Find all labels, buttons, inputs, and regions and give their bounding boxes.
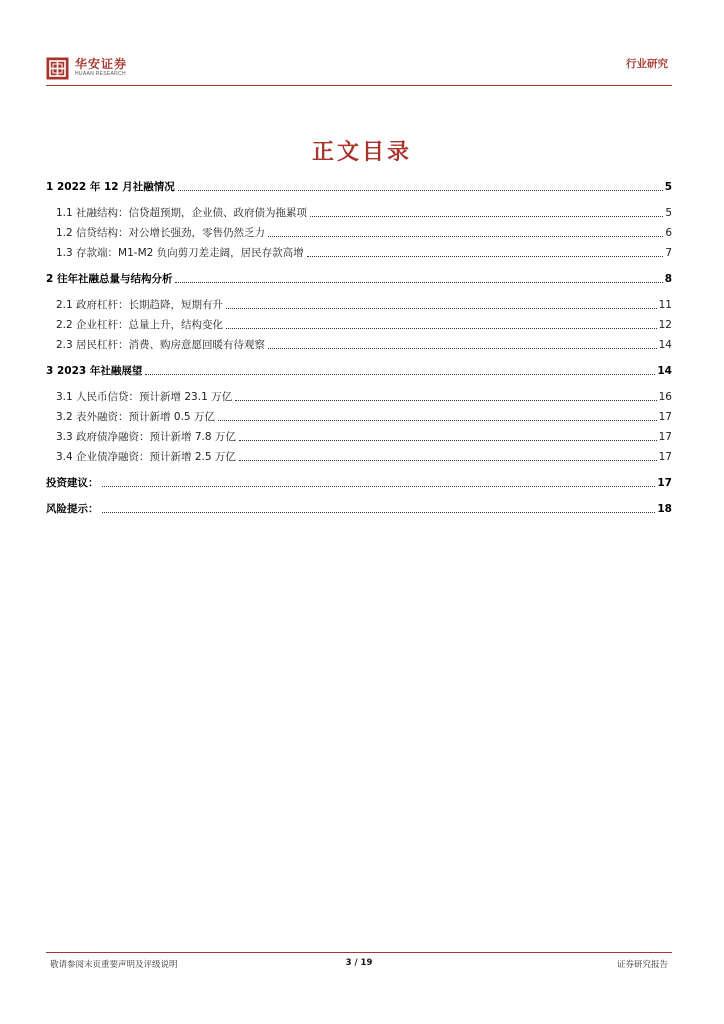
toc-entry-page: 5: [664, 181, 672, 193]
page-header: [46, 50, 672, 84]
toc-entry-page: 6: [665, 227, 672, 239]
toc-entry-title: 1.1 社融结构：信贷超预期，企业债、政府债为拖累项: [56, 207, 308, 219]
toc-leader-dots: [218, 420, 657, 421]
toc-leader-dots: [307, 256, 664, 257]
page-footer: [46, 958, 672, 972]
toc-entry-page: 11: [658, 299, 672, 311]
toc-entry-title: 1.2 信贷结构：对公增长强劲，零售仍然乏力: [56, 227, 266, 239]
toc-entry-1[interactable]: [46, 178, 672, 194]
toc-leader-dots: [239, 460, 657, 461]
toc-entry-page: 14: [657, 365, 672, 377]
toc-entry-3-2[interactable]: [46, 408, 672, 424]
toc-entry-1-1[interactable]: [46, 204, 672, 220]
toc-entry-risk-warning[interactable]: [46, 500, 672, 516]
toc-entry-title: 1 2022 年 12 月社融情况: [46, 181, 175, 193]
toc-leader-dots: [145, 374, 655, 375]
toc-entry-investment-advice[interactable]: [46, 474, 672, 490]
toc-entry-title: 3.2 表外融资：预计新增 0.5 万亿: [56, 411, 215, 423]
toc-leader-dots: [175, 282, 662, 283]
toc-entry-title: 1.3 存款端：M1-M2 负向剪刀差走阔，居民存款高增: [56, 247, 304, 259]
logo-english-text: HUAAN RESEARCH: [75, 71, 126, 77]
toc-entry-title: 3.3 政府债净融资：预计新增 7.8 万亿: [56, 431, 236, 443]
toc-entry-title: 2.3 居民杠杆：消费、购房意愿回暖有待观察: [56, 339, 266, 351]
toc-entry-3-4[interactable]: [46, 448, 672, 464]
toc-entry-page: 14: [658, 339, 672, 351]
footer-report-type: 证券研究报告: [616, 960, 668, 970]
footer-disclaimer: 敬请参阅末页重要声明及评级说明: [50, 960, 178, 970]
toc-entry-page: 5: [665, 207, 672, 219]
toc-entry-title: 2.1 政府杠杆：长期趋降，短期有升: [56, 299, 224, 311]
toc-entry-1-2[interactable]: [46, 224, 672, 240]
toc-entry-title: 3.4 企业债净融资：预计新增 2.5 万亿: [56, 451, 236, 463]
toc-leader-dots: [268, 348, 657, 349]
toc-entry-page: 17: [658, 431, 672, 443]
toc-entry-page: 7: [665, 247, 672, 259]
toc-entry-page: 8: [664, 273, 672, 285]
toc-leader-dots: [102, 512, 656, 513]
toc-leader-dots: [178, 190, 663, 191]
footer-page-number: 3 / 19: [345, 958, 373, 968]
toc-entry-3-3[interactable]: [46, 428, 672, 444]
toc-entry-page: 17: [658, 411, 672, 423]
toc-entry-title: 2.2 企业杠杆：总量上升，结构变化: [56, 319, 224, 331]
toc-entry-page: 18: [657, 503, 672, 515]
toc-leader-dots: [239, 440, 657, 441]
toc-entry-2[interactable]: [46, 270, 672, 286]
toc-leader-dots: [226, 328, 657, 329]
toc-leader-dots: [310, 216, 663, 217]
toc-entry-title: 3 2023 年社融展望: [46, 365, 143, 377]
toc-leader-dots: [268, 236, 663, 237]
toc-entry-title: 2 往年社融总量与结构分析: [46, 273, 173, 285]
toc-entry-title: 投资建议：: [46, 477, 99, 489]
toc-entry-3[interactable]: [46, 362, 672, 378]
section-label: 行业研究: [626, 58, 668, 70]
header-divider: [46, 85, 672, 86]
toc-entry-1-3[interactable]: [46, 244, 672, 260]
toc-title: 正文目录: [311, 140, 412, 165]
toc-entry-3-1[interactable]: [46, 388, 672, 404]
footer-divider: [46, 952, 672, 953]
toc-entry-title: 3.1 人民币信贷：预计新增 23.1 万亿: [56, 391, 233, 403]
toc-entry-page: 17: [658, 451, 672, 463]
toc-entry-2-3[interactable]: [46, 336, 672, 352]
toc-leader-dots: [235, 400, 657, 401]
toc-leader-dots: [226, 308, 657, 309]
toc-entry-page: 16: [658, 391, 672, 403]
toc-entry-page: 12: [658, 319, 672, 331]
toc-entry-2-2[interactable]: [46, 316, 672, 332]
toc-entry-2-1[interactable]: [46, 296, 672, 312]
logo-chinese-text: 华安证券: [75, 57, 128, 71]
company-logo: [46, 57, 127, 80]
toc-leader-dots: [102, 486, 656, 487]
toc-entry-title: 风险提示：: [46, 503, 99, 515]
toc-entry-page: 17: [657, 477, 672, 489]
huaan-logo-icon: [46, 57, 69, 80]
